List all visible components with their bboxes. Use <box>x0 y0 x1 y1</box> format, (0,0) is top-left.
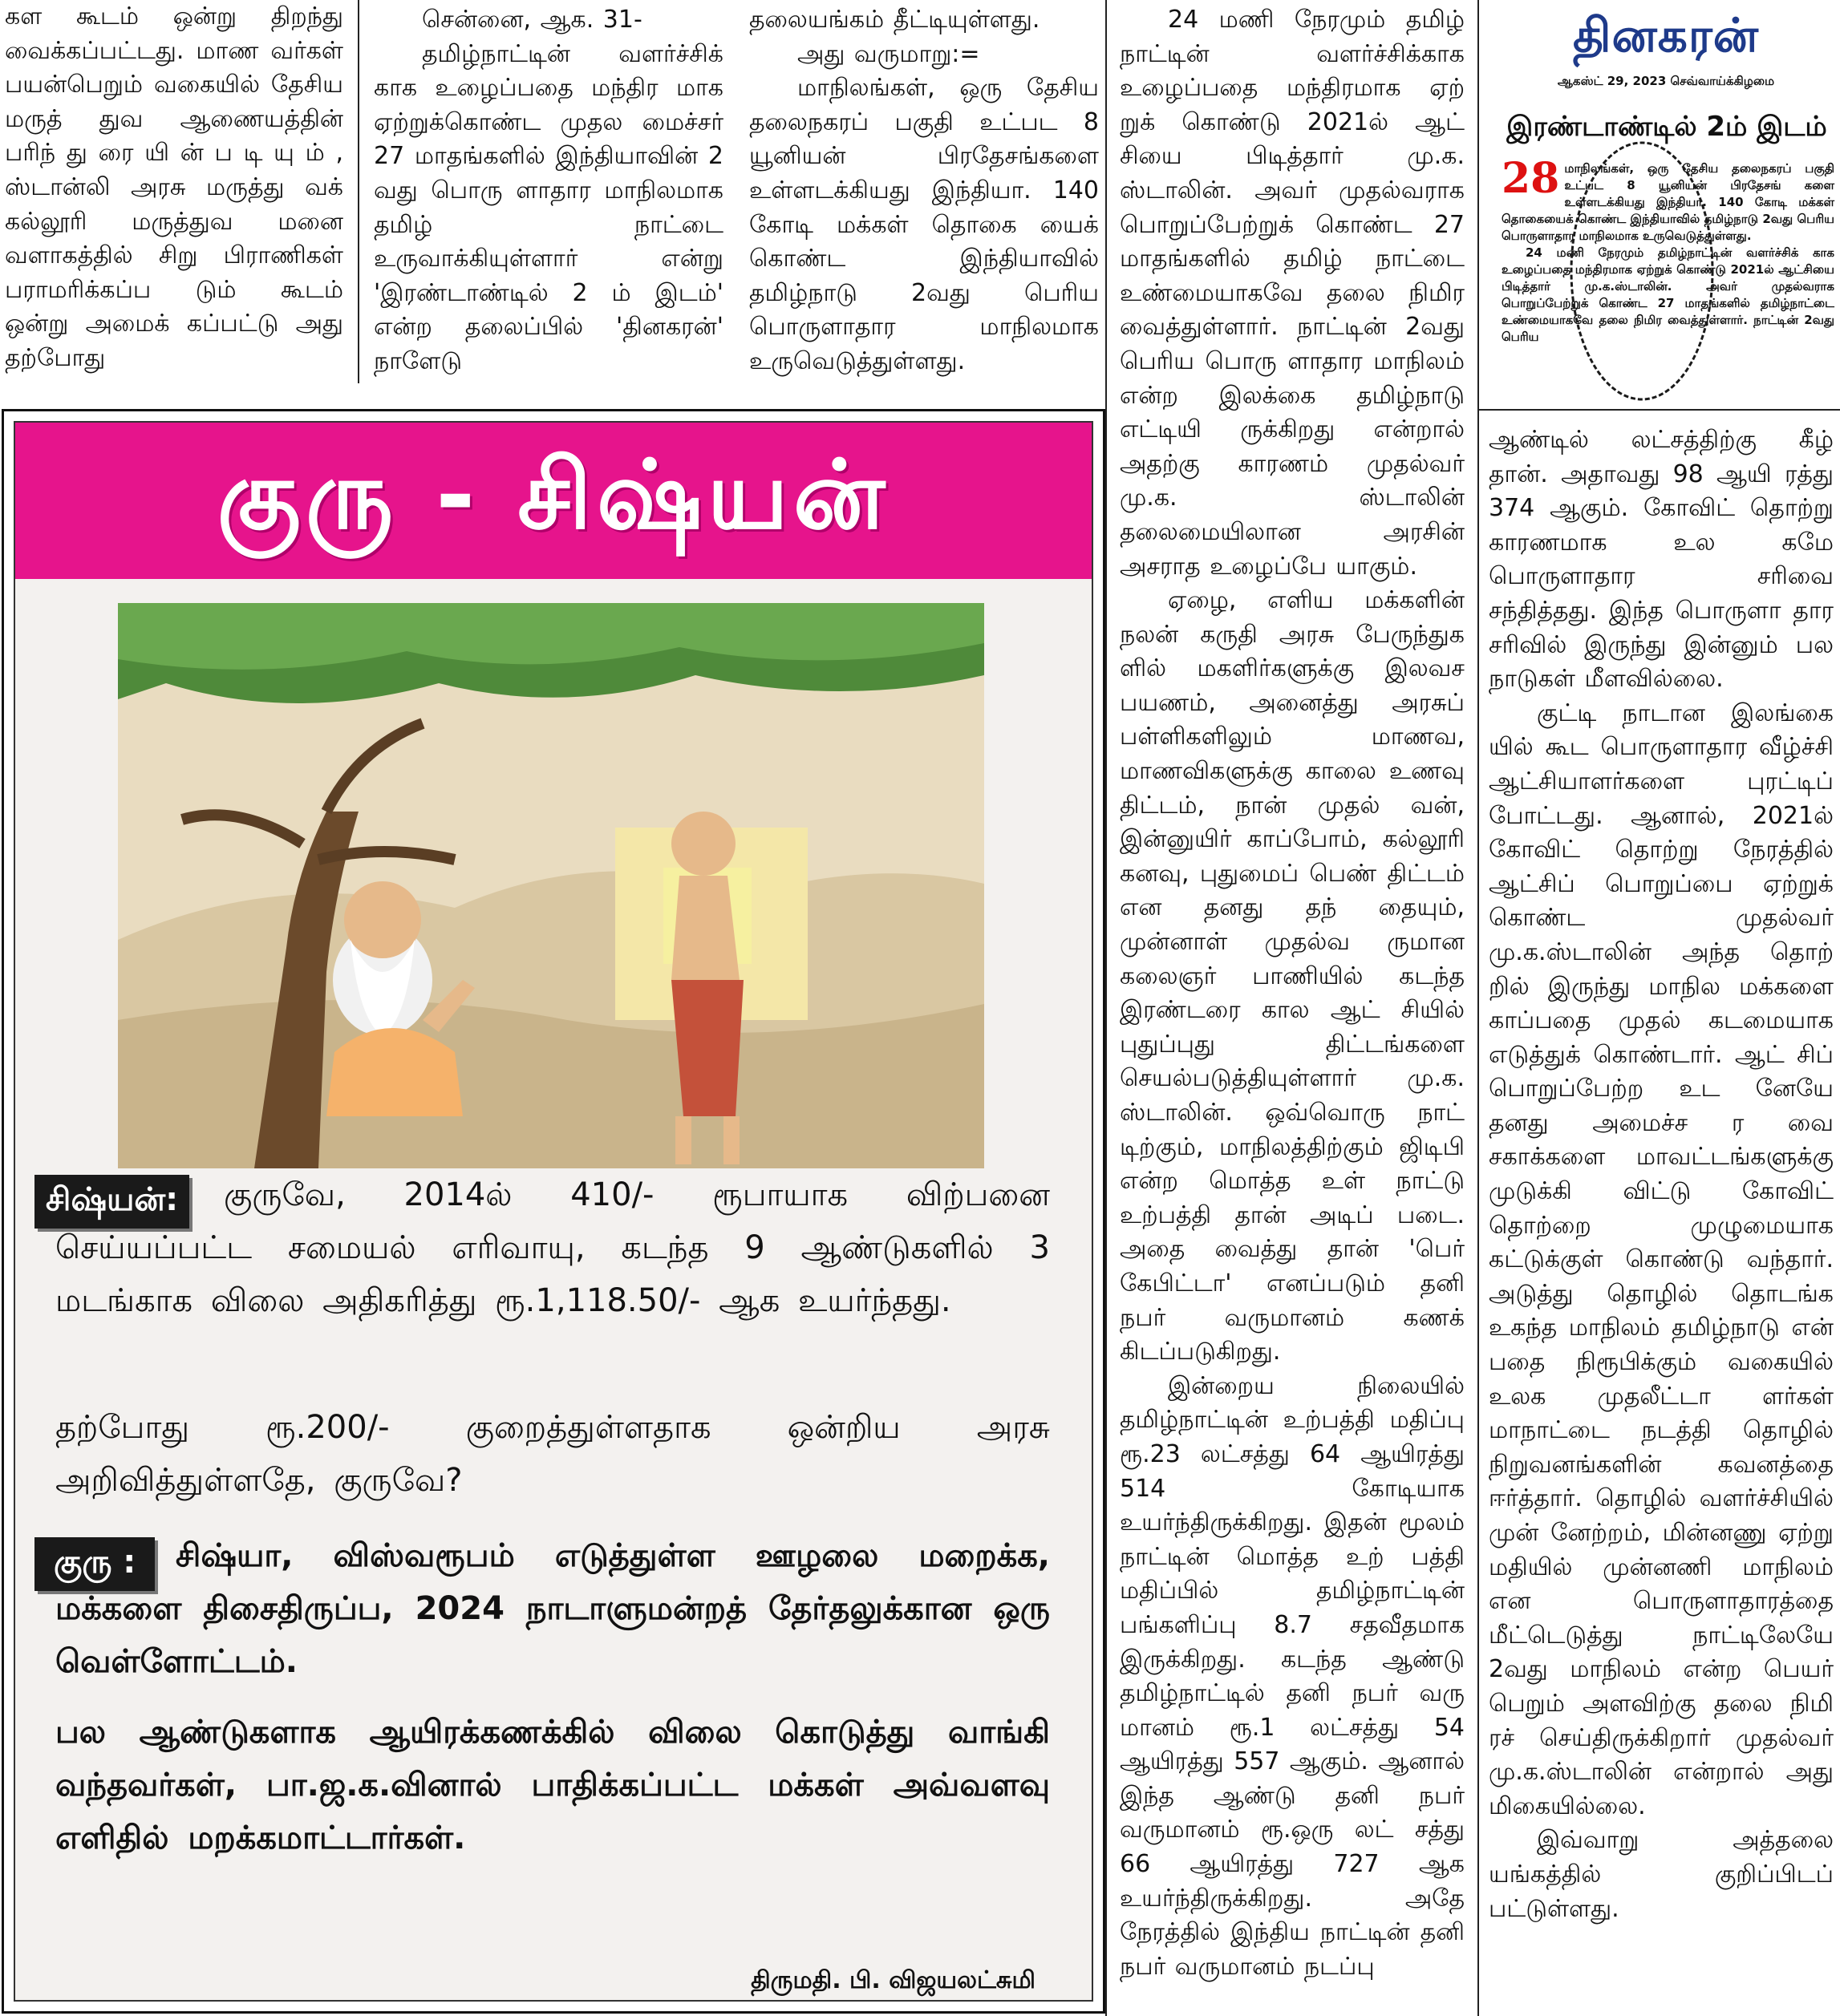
article-column-1 <box>5 0 343 383</box>
guru-sishyan-box <box>2 409 1105 2014</box>
column-5-paragraph: இவ்வாறு அத்தலை யங்கத்தில் குறிப்பிடப் பட்டுள்ளது. <box>1489 1826 1834 1923</box>
column-4-paragraph: ஏழை, எளிய மக்களின் நலன் கருதி அரசு பேருந்துக ளில் மகளிர்களுக்கு இலவச பயணம், அனைத்து அரசுப் பள்ளிகளிலும் மாணவ, மாணவிகளுக்கு காலை உணவு திட்டம், நான் முதல் வன், இன்னுயிர் காப்போம், கல்லூரி கனவு, புதுமைப் பெண் திட்டம் என தனது தந் தையும், முன்னாள் முதல்வ ருமான கலைஞர் பாணியில் கடந்த இரண்டரை கால ஆட் சியில் புதுப்புது திட்டங்களை செயல்படுத்தியுள்ளார் மு.க. ஸ்டாலின். ஒவ்வொரு நாட் டிற்கும், மாநிலத்திற்கும் ஜிடிபி என்ற மொத்த உள் நாட்டு உற்பத்தி தான் அடிப் படை. அதை வைத்து தான் 'பெர் கேபிட்டா' எனப்படும் தனி நபர் வருமானம் கணக் கிடப்படுகிறது. <box>1120 586 1465 1366</box>
column-divider <box>1105 0 1107 2016</box>
sishyan-paragraph: குருவே, 2014ல் 410/- ரூபாயாக விற்பனை செய்யப்பட்ட சமையல் எரிவாயு, கடந்த 9 ஆண்டுகளில் 3 மடங்காக விலை அதிகரித்து ரூ.1,118.50/- ஆக உயர்ந்தது. <box>55 1176 1050 1319</box>
author-byline: திருமதி. பி. விஜயலட்சுமி <box>751 1966 1036 1994</box>
guru-answer-cont <box>55 1706 1050 1864</box>
sishyan-tag-text: சிஷ்யன்: <box>46 1181 179 1218</box>
article-column-4 <box>1120 3 1465 2013</box>
clipping-paragraph: மாநிலங்கள், ஒரு தேசிய தலைநகரப் பகுதி உட்பட 8 யூனியன் பிரதேசங் களை உள்ளடக்கியது இந்தியா. 140 கோடி மக்கள் தொகையைக் கொண்ட இந்தியாவில் தமிழ்நாடு 2வது பெரிய பொருளாதார மாநிலமாக உருவெடுத்துள்ளது. <box>1502 161 1834 243</box>
sishyan-question <box>55 1168 1050 1327</box>
pen-circle-mark <box>1562 135 1722 407</box>
column-3-paragraph: அது வருமாறு:= <box>797 39 980 68</box>
guru-sishyan-banner <box>15 423 1092 579</box>
column-4-paragraph: 24 மணி நேரமும் தமிழ் நாட்டின் வளர்ச்சிக்காக உழைப்பதை மந்திரமாக ஏற் றுக் கொண்டு 2021ல் ஆட் சியை பிடித்தார் மு.க. ஸ்டாலின். அவர் முதல்வராக பொறுப்பேற்றுக் கொண்ட 27 மாதங்களில் தமிழ் நாட்டை உண்மையாகவே தலை நிமிர வைத்துள்ளார். நாட்டின் 2வது பெரிய பொரு ளாதார மாநிலம் என்ற இலக்கை தமிழ்நாடு எட்டியி ருக்கிறது என்றால் அதற்கு காரணம் முதல்வர் மு.க. ஸ்டாலின் தலைமையிலான அரசின் அசராத உழைப்பே யாகும். <box>1120 6 1465 581</box>
column-4-paragraph: இன்றைய நிலையில் தமிழ்நாட்டின் உற்பத்தி மதிப்பு ரூ.23 லட்சத்து 64 ஆயிரத்து 514 கோடியாக உயர்ந்திருக்கிறது. இதன் மூலம் நாட்டின் மொத்த உற் பத்தி மதிப்பில் தமிழ்நாட்டின் பங்களிப்பு 8.7 சதவீதமாக இருக்கிறது. கடந்த ஆண்டு தமிழ்நாட்டில் தனி நபர் வரு மானம் ரூ.1 லட்சத்து 54 ஆயிரத்து 557 ஆகும். ஆனால் இந்த ஆண்டு தனி நபர் வருமானம் ரூ.ஒரு லட் சத்து 66 ஆயிரத்து 727 ஆக உயர்ந்திருக்கிறது. அதே நேரத்தில் இந்திய நாட்டின் தனி நபர் வருமானம் நடப்பு <box>1120 1371 1465 1981</box>
column-5-paragraph: ஆண்டில் லட்சத்திற்கு கீழ் தான். அதாவது 98 ஆயி ரத்து 374 ஆகும். கோவிட் தொற்று காரணமாக உல கமே பொருளாதார சரிவை சந்தித்தது. இந்த பொருளா தார சரிவில் இருந்து இன்னும் பல நாடுகள் மீளவில்லை. <box>1489 426 1834 694</box>
clipping-date: ஆகஸ்ட் 29, 2023 செவ்வாய்க்கிழமை <box>1557 74 1775 88</box>
drop-number: 28 <box>1502 154 1560 203</box>
newspaper-logo: தினகரன் <box>1572 8 1760 63</box>
clipping-bottom-rule <box>1477 409 1840 411</box>
banner-title: குரு - சிஷ்யன் <box>217 439 890 550</box>
guru-tag-text: குரு : <box>54 1544 136 1581</box>
sage-disciple-illustration <box>118 603 984 1168</box>
article-column-2 <box>374 3 723 383</box>
column-divider <box>358 0 359 383</box>
column-2-paragraph: தமிழ்நாட்டின் வளர்ச்சிக் காக உழைப்பதை மந்திர மாக ஏற்றுக்கொண்ட முதல மைச்சர் 27 மாதங்களில் இந்தியாவின் 2 வது பொரு ளாதார மாநிலமாக தமிழ் நாட்டை உருவாக்கியுள்ளார் என்று 'இரண்டாண்டில் 2 ம் இடம்' என்ற தலைப்பில் 'தினகரன்' நாளேடு <box>374 39 723 375</box>
guru-paragraph: சிஷ்யா, விஸ்வரூபம் எடுத்துள்ள ஊழலை மறைக்க, மக்களை திசைதிருப்ப, 2024 நாடாளுமன்றத் தேர்தலுக்கான ஒரு வெள்ளோட்டம். <box>55 1537 1050 1680</box>
guru-sishyan-panel <box>14 421 1093 2002</box>
article-column-3 <box>749 3 1099 383</box>
sishyan-question-cont <box>55 1401 1050 1507</box>
clipping-paragraph: 24 மணி நேரமும் தமிழ்நாட்டின் வளர்ச்சிக் காக உழைப்பதை மந்திரமாக ஏற்றுக் கொண்டு 2021ல் ஆட்சியை பிடித்தார் மு.க.ஸ்டாலின். அவர் முதல்வராக பொறுப்பேற்றுக் கொண்ட 27 மாதங்களில் தமிழ்நாட்டை உண்மையாகவே தலை நிமிர வைத்துள்ளார். நாட்டின் 2வது பெரிய <box>1502 245 1834 344</box>
column-3-paragraph: மாநிலங்கள், ஒரு தேசிய தலைநகரப் பகுதி உட்பட 8 யூனியன் பிரதேசங்களை உள்ளடக்கியது இந்தியா. 140 கோடி மக்கள் தொகை யைக் கொண்ட இந்தியாவில் தமிழ்நாடு 2வது பெரிய பொருளாதார மாநிலமாக உருவெடுத்துள்ளது. <box>749 74 1099 375</box>
column-3-paragraph: தலையங்கம் தீட்டியுள்ளது. <box>749 6 1040 34</box>
sishyan-paragraph: தற்போது ரூ.200/- குறைத்துள்ளதாக ஒன்றிய அரசு அறிவித்துள்ளதே, குருவே? <box>55 1409 1050 1499</box>
guru-answer <box>55 1529 1050 1688</box>
guru-paragraph: பல ஆண்டுகளாக ஆயிரக்கணக்கில் விலை கொடுத்து வாங்கி வந்தவர்கள், பா.ஜ.க.வினால் பாதிக்கப்பட்ட மக்கள் அவ்வளவு எளிதில் மறக்கமாட்டார்கள். <box>55 1714 1050 1856</box>
clipping-headline: இரண்டாண்டில் 2ம் இடம் <box>1506 111 1827 143</box>
article-column-5 <box>1489 423 1834 2013</box>
column-divider <box>1477 0 1479 2016</box>
column-1-paragraph: கள கூடம் ஒன்று திறந்து வைக்கப்பட்டது. மாண வர்கள் பயன்பெறும் வகையில் தேசிய மருத் துவ ஆணையத்தின் பரிந் து ரை யி ன் ப டி யு ம் , ஸ்டான்லி அரசு மருத்து வக் கல்லூரி மருத்துவ மனை வளாகத்தில் சிறு பிராணிகள் பராமரிக்கப்ப டும் கூடம் ஒன்று அமைக் கப்பட்டு அது தற்போது <box>5 2 343 372</box>
dateline: சென்னை, ஆக. 31- <box>422 6 642 34</box>
column-5-paragraph: குட்டி நாடான இலங்கை யில் கூட பொருளாதார வீழ்ச்சி ஆட்சியாளர்களை புரட்டிப் போட்டது. ஆனால், 2021ல் கோவிட் தொற்று நேரத்தில் ஆட்சிப் பொறுப்பை ஏற்றுக் கொண்ட முதல்வர் மு.க.ஸ்டாலின் அந்த தொற் றில் இருந்து மாநில மக்களை காப்பதை முதல் கடமையாக எடுத்துக் கொண்டார். ஆட் சிப் பொறுப்பேற்ற உட னேயே தனது அமைச்ச ர வை சகாக்களை மாவட்டங்களுக்கு முடுக்கி விட்டு கோவிட் தொற்றை முழுமையாக கட்டுக்குள் கொண்டு வந்தார். அடுத்து தொழில் தொடங்க உகந்த மாநிலம் தமிழ்நாடு என் பதை நிரூபிக்கும் வகையில் உலக முதலீட்டா ளர்கள் மாநாட்டை நடத்தி தொழில் நிறுவனங்களின் கவனத்தை ஈர்த்தார். தொழில் வளர்ச்சியில் முன் னேற்றம், மின்னணு ஏற்று மதியில் முன்னணி மாநிலம் என பொருளாதாரத்தை மீட்டெடுத்து நாட்டிலேயே 2வது மாநிலம் என்ற பெயர் பெறும் அளவிற்கு தலை நிமி ரச் செய்திருக்கிறார் முதல்வர் மு.க.ஸ்டாலின் என்றால் அது மிகையில்லை. <box>1489 698 1834 1820</box>
dinakaran-clipping <box>1493 0 1840 405</box>
